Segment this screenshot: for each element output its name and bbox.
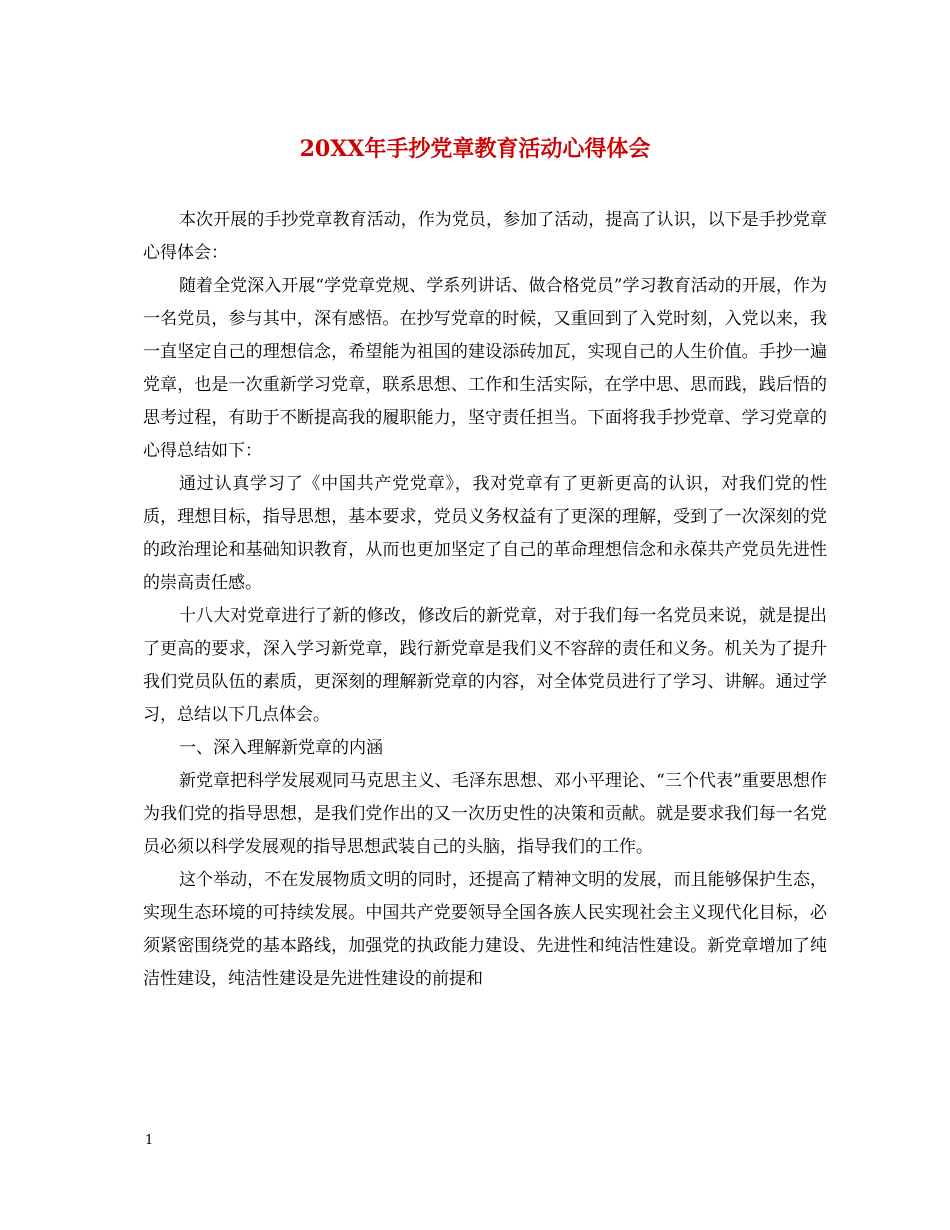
paragraph-guiding-thought: 新党章把科学发展观同马克思主义、毛泽东思想、邓小平理论、“三个代表”重要思想作为我们党的指导思想，是我们党作出的又一次历史性的决策和贡献。就是要求我们每一名党员必须以科学发展观的指导思想武装自己的头脑，指导我们的工作。 xyxy=(143,771,827,857)
paragraph-study: 通过认真学习了《中国共产党党章》，我对党章有了更新更高的认识，对我们党的性质，理想目标，指导思想，基本要求，党员义务权益有了更深的理解，受到了一次深刻的党的政治理论和基础知识教育，从而也更加坚定了自己的革命理想信念和永葆共产党员先进性的崇高责任感。 xyxy=(143,474,827,593)
paragraph-intro: 本次开展的手抄党章教育活动，作为党员，参加了活动，提高了认识，以下是手抄党章心得体会： xyxy=(143,210,827,263)
page-title: 20XX年手抄党章教育活动心得体会 xyxy=(299,136,651,162)
document-body xyxy=(143,204,827,996)
paragraph-development: 这个举动，不在发展物质文明的同时，还提高了精神文明的发展，而且能够保护生态，实现生态环境的可持续发展。中国共产党要领导全国各族人民实现社会主义现代化目标，必须紧密围绕党的基本路线，加强党的执政能力建设、先进性和纯洁性建设。新党章增加了纯洁性建设，纯洁性建设是先进性建设的前提和 xyxy=(143,870,827,989)
page-number: 1 xyxy=(145,1133,154,1148)
paragraph-background: 随着全党深入开展“学党章党规、学系列讲话、做合格党员”学习教育活动的开展，作为一名党员，参与其中，深有感悟。在抄写党章的时候，又重回到了入党时刻，入党以来，我一直坚定自己的理想信念，希望能为祖国的建设添砖加瓦，实现自己的人生价值。手抄一遍党章，也是一次重新学习党章，联系思想、工作和生活实际，在学中思、思而践，践后悟的思考过程，有助于不断提高我的履职能力，坚守责任担当。下面将我手抄党章、学习党章的心得总结如下： xyxy=(143,276,827,461)
section-heading-1: 一、深入理解新党章的内涵 xyxy=(179,738,383,758)
paragraph-revision: 十八大对党章进行了新的修改，修改后的新党章，对于我们每一名党员来说，就是提出了更高的要求，深入学习新党章，践行新党章是我们义不容辞的责任和义务。机关为了提升我们党员队伍的素质，更深刻的理解新党章的内容，对全体党员进行了学习、讲解。通过学习，总结以下几点体会。 xyxy=(143,606,827,725)
